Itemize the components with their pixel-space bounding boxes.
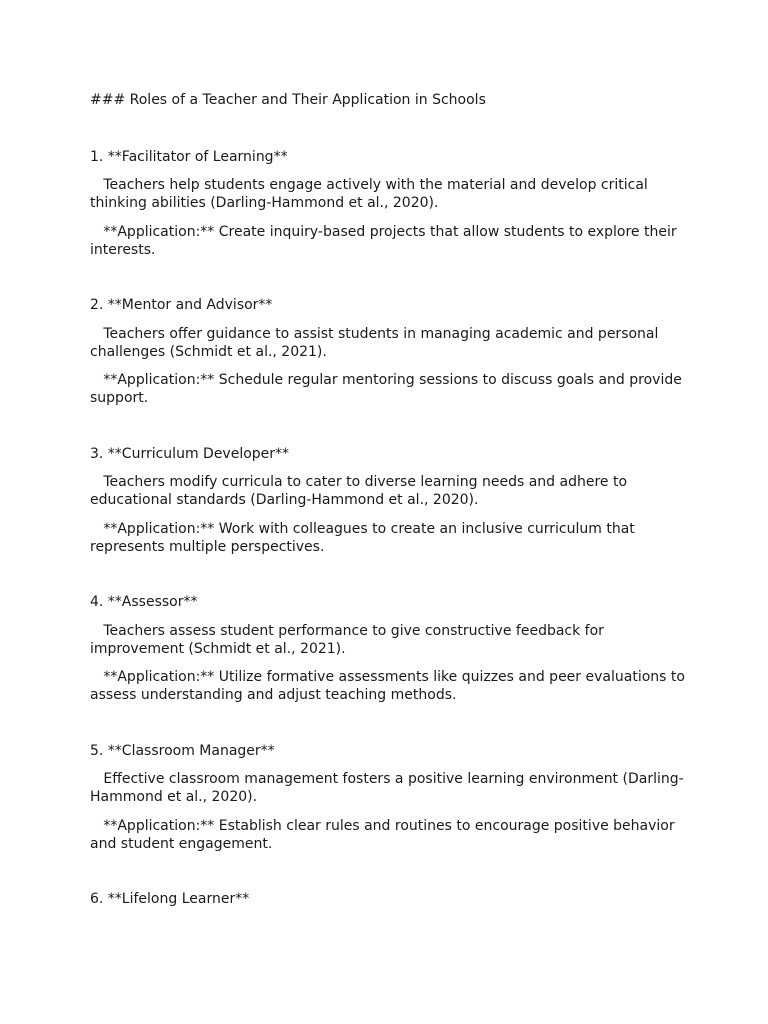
document-title: ### Roles of a Teacher and Their Application in Schools [90, 92, 486, 108]
section-description-curriculum: Teachers modify curricula to cater to diverse learning needs and adhere to educational standards (Darling-Hammond et al., 2020). [90, 474, 632, 508]
section-heading-facilitator: 1. **Facilitator of Learning** [90, 149, 288, 165]
section-heading-curriculum: 3. **Curriculum Developer** [90, 446, 290, 462]
section-description-classroom-manager: Effective classroom management fosters a positive learning environment (Darling-Hammond et al., 2020). [90, 771, 684, 805]
section-description-facilitator: Teachers help students engage actively with the material and develop critical thinking abilities (Darling-Hammond et al., 2020). [90, 177, 653, 211]
section-description-assessor: Teachers assess student performance to give constructive feedback for improvement (Schmidt et al., 2021). [90, 623, 609, 657]
section-application-classroom-manager: **Application:** Establish clear rules and routines to encourage positive behavior and student engagement. [90, 818, 680, 852]
section-heading-assessor: 4. **Assessor** [90, 594, 198, 610]
section-description-mentor: Teachers offer guidance to assist students in managing academic and personal challenges (Schmidt et al., 2021). [90, 326, 663, 360]
section-application-assessor: **Application:** Utilize formative assessments like quizzes and peer evaluations to assess understanding and adjust teaching methods. [90, 669, 690, 703]
section-application-facilitator: **Application:** Create inquiry-based projects that allow students to explore their interests. [90, 224, 682, 258]
section-application-mentor: **Application:** Schedule regular mentoring sessions to discuss goals and provide support. [90, 372, 687, 406]
section-heading-classroom-manager: 5. **Classroom Manager** [90, 743, 275, 759]
section-heading-mentor: 2. **Mentor and Advisor** [90, 297, 273, 313]
section-application-curriculum: **Application:** Work with colleagues to create an inclusive curriculum that represents multiple perspectives. [90, 521, 640, 555]
section-heading-lifelong-learner: 6. **Lifelong Learner** [90, 891, 250, 907]
